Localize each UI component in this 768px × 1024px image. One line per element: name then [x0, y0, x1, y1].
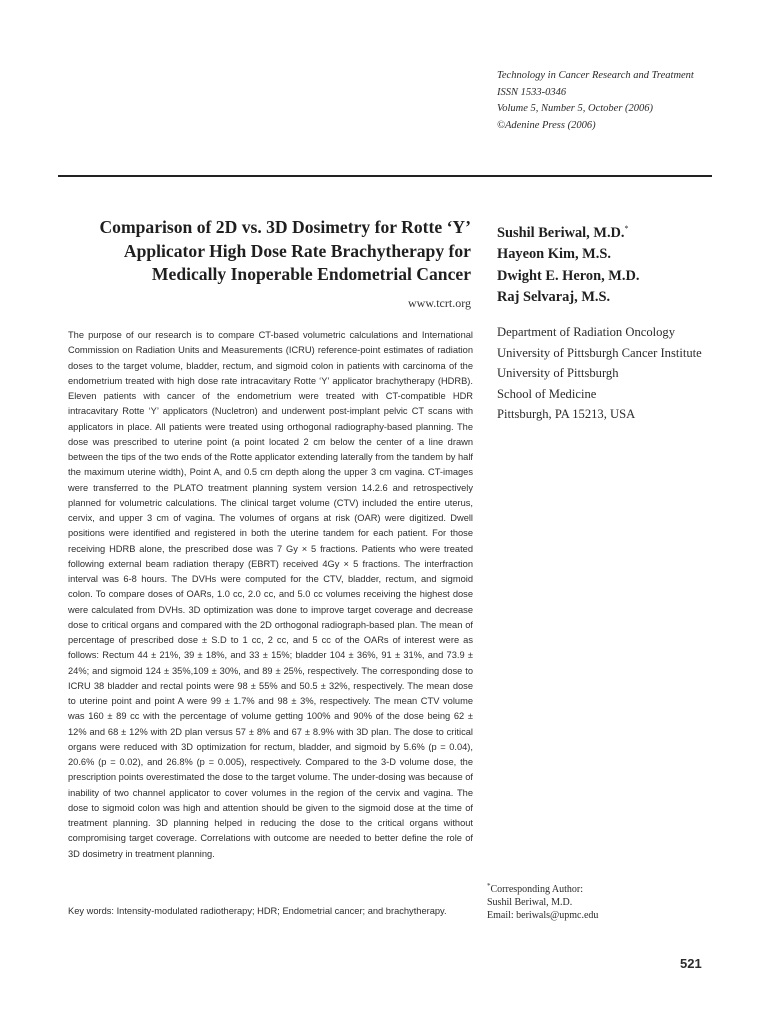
abstract	[68, 328, 473, 862]
affiliation-line: University of Pittsburgh	[497, 366, 619, 381]
author-name: Dwight E. Heron, M.D.	[497, 267, 640, 284]
journal-issn: ISSN 1533-0346	[497, 86, 567, 98]
article-title: Comparison of 2D vs. 3D Dosimetry for Rotte ‘Y’ Applicator High Dose Rate Brachytherapy for Medically Inoperable Endometrial Cancer	[99, 217, 471, 285]
author-name: Sushil Beriwal, M.D.	[497, 225, 625, 241]
author-4	[497, 287, 639, 308]
corresponding-author	[487, 880, 598, 922]
header-rule	[58, 175, 712, 177]
journal-url[interactable]: www.tcrt.org	[408, 296, 471, 310]
affiliation-line: University of Pittsburgh Cancer Institute	[497, 345, 702, 360]
corresponding-label-line	[487, 880, 598, 896]
corresponding-mark: *	[487, 882, 491, 890]
abstract-text: The purpose of our research is to compare CT-based volumetric calculations and International Commission on Radiation Units and Measurements (ICRU) reference-point estimates of radiation doses to the target volume, bladder, rectum, and sigmoid colon in patients with carcinoma of the endometrium treated with high dose rate intracavitary Rotte ‘Y’ applicator brachytherapy (HDRB). Eleven patients with cancer of the endometrium were treated with CT-compatible HDR intracavitary Rotte ‘Y’ applicators (Nucletron) and underwent post-implant pelvic CT scans with applicators in place. All patients were treated using orthogonal radiography-based planning. The dose was prescribed to uterine point (a point located 2 cm below the center of a line drawn between the tips of the two ends of the Rotte applicator extending laterally from the tandem by half the maximum uterine width), Point A, and 0.5 cm depth along the upper 3 cm vagina. CT-images were transferred to the PLATO treatment planning system version 14.2.6 and retrospectively planned for volumetric calculations. The clinical target volume (CTV) included the entire uterus, cervix, and upper 3 cm of vagina. The volumes of organs at risk (OAR) were digitized. Dwell positions were identified and registered in both the uterine tandem for each patient. For those receiving HDRB alone, the prescribed dose was 7 Gy × 5 fractions. Patients who were treated following external beam radiation therapy (EBRT) received 4Gy × 5 fractions. The interfraction interval was 6-8 hours. The DVHs were computed for the CTV, bladder, rectum, and sigmoid colon. To compare doses of OARs, 1.0 cc, 2.0 cc, and 5.0 cc volumes receiving the highest dose were calculated from DVHs. 3D optimization was done to improve target coverage and decrease dose to critical organs and compared with the 2D orthogonal radiograph-based plan. The mean of percentage of prescribed dose ± S.D to 1 cc, 2 cc, and 5 cc of the OARs of interest were as follows: Rectum 44 ± 21%, 39 ± 18%, and 33 ± 15%; bladder 104 ± 36%, 91 ± 31%, and 73.9 ± 24%; and sigmoid 124 ± 35%,109 ± 30%, and 89 ± 25%, respectively. The corresponding dose to ICRU 38 bladder and rectal points were 98 ± 55% and 50.5 ± 32%, respectively. The mean dose to uterine point and point A were 99 ± 1.7% and 98 ± 3%, respectively. The mean CTV volume was 160 ± 89 cc with the percentage of volume getting 100% and 90% of the dose being 62 ± 12% and 68 ± 12% with 2D plan versus 57 ± 8% and 67 ± 8.9% with 3D plan. The dose to critical organs were reduced with 3D optimization for rectum, bladder, and sigmoid by 5.6% (p = 0.04), 20.6% (p = 0.02), and 26.8% (p = 0.005), respectively. Compared to the 3-D volume dose, the prescription points overestimated the dose to the target volume. The under-dosing was because of inability of two channel applicator to cover volumes in the region of the cervix and vagina. The dose to sigmoid colon was high and attention should be given to the sigmoid dose at the time of treatment planning. 3D planning helped in reducing the dose to the critical organs without compromising target coverage. Correlations with outcome are needed to better define the role of 3D dosimetry in treatment planning.	[68, 330, 473, 859]
author-2	[497, 244, 639, 265]
author-name: Hayeon Kim, M.S.	[497, 246, 611, 263]
author-list	[497, 218, 639, 308]
affiliation-line: Pittsburgh, PA 15213, USA	[497, 407, 636, 422]
page-number: 521	[680, 956, 702, 971]
corresponding-label: Corresponding Author:	[490, 884, 583, 895]
affiliation-line: School of Medicine	[497, 386, 597, 401]
corresponding-email[interactable]: Email: beriwals@upmc.edu	[487, 910, 599, 921]
corresponding-mark: *	[624, 224, 629, 233]
journal-volume: Volume 5, Number 5, October (2006)	[497, 103, 654, 115]
author-name: Raj Selvaraj, M.S.	[497, 288, 611, 305]
journal-copyright: ©Adenine Press (2006)	[497, 120, 596, 132]
keywords: Key words: Intensity-modulated radiotherapy; HDR; Endometrial cancer; and brachytherapy.	[68, 906, 447, 916]
affiliation-line: Department of Radiation Oncology	[497, 325, 676, 339]
author-3	[497, 266, 639, 287]
corresponding-name: Sushil Beriwal, M.D.	[487, 897, 573, 908]
affiliation	[497, 322, 702, 425]
journal-info	[497, 68, 694, 135]
author-1	[497, 218, 639, 244]
journal-name: Technology in Cancer Research and Treatment	[497, 70, 694, 81]
